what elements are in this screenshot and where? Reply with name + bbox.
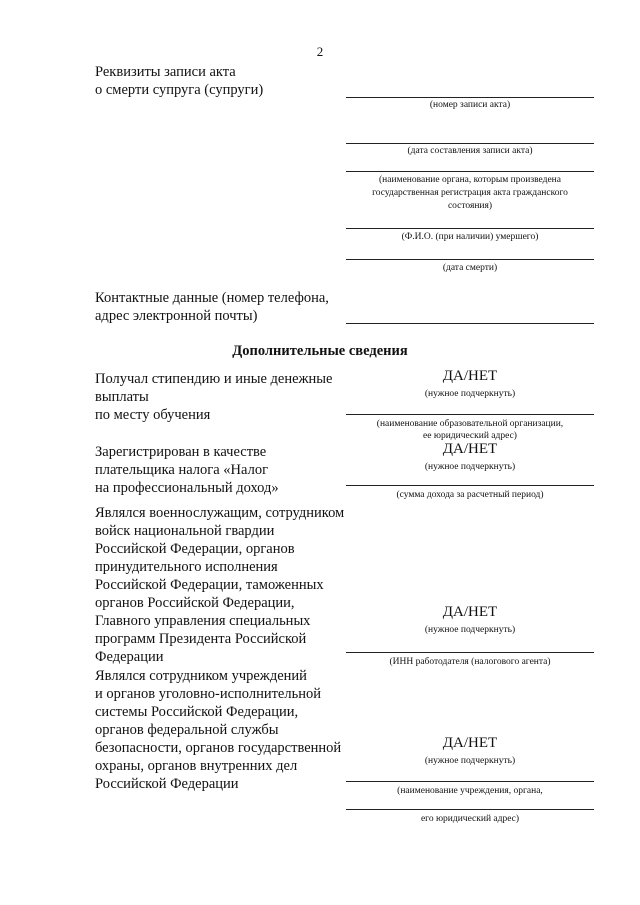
record-date-field[interactable]: [346, 143, 594, 144]
q1-label-3: по месту обучения: [95, 407, 211, 423]
q4-label-7: Российской Федерации: [95, 776, 239, 792]
death-date-caption: (дата смерти): [442, 263, 498, 273]
q3-caption: (ИНН работодателя (налогового агента): [389, 657, 551, 667]
authority-field[interactable]: [346, 171, 594, 172]
contacts-label-2: адрес электронной почты): [95, 308, 258, 324]
page-number: 2: [316, 44, 324, 59]
authority-caption-1: (наименование органа, которым произведена: [379, 175, 561, 185]
q4-field-2[interactable]: [346, 809, 594, 810]
q1-yes-no[interactable]: ДА/НЕТ: [442, 368, 498, 384]
q4-label-2: и органов уголовно-исполнительной: [95, 686, 321, 702]
q3-label-1: Являлся военнослужащим, сотрудником: [95, 505, 345, 521]
q1-hint: (нужное подчеркнуть): [424, 389, 516, 399]
authority-caption-2: государственная регистрация акта гражданского: [372, 188, 568, 198]
record-date-caption: (дата составления записи акта): [407, 146, 533, 156]
record-number-field[interactable]: [346, 97, 594, 98]
q4-caption-2: его юридический адрес): [420, 814, 520, 824]
q4-hint: (нужное подчеркнуть): [424, 756, 516, 766]
additional-info-heading: Дополнительные сведения: [232, 343, 408, 359]
q3-label-3: Российской Федерации, органов: [95, 541, 295, 557]
q3-label-5: Российской Федерации, таможенных: [95, 577, 324, 593]
q2-hint: (нужное подчеркнуть): [424, 462, 516, 472]
q3-label-7: Главного управления специальных: [95, 613, 311, 629]
q1-field[interactable]: [346, 414, 594, 415]
contacts-label-1: Контактные данные (номер телефона,: [95, 290, 329, 306]
q2-label-2: плательщика налога «Налог: [95, 462, 269, 478]
q3-label-2: войск национальной гвардии: [95, 523, 275, 539]
q1-label-1: Получал стипендию и иные денежные: [95, 371, 333, 387]
deceased-fio-field[interactable]: [346, 228, 594, 229]
q4-field-1[interactable]: [346, 781, 594, 782]
q4-label-5: безопасности, органов государственной: [95, 740, 342, 756]
contacts-field[interactable]: [346, 323, 594, 324]
q4-label-1: Являлся сотрудником учреждений: [95, 668, 307, 684]
q3-label-4: принудительного исполнения: [95, 559, 278, 575]
q3-field[interactable]: [346, 652, 594, 653]
q4-caption-1: (наименование учреждения, органа,: [397, 786, 543, 796]
q3-yes-no[interactable]: ДА/НЕТ: [442, 604, 498, 620]
authority-caption-3: состояния): [447, 201, 493, 211]
q2-field[interactable]: [346, 485, 594, 486]
q3-hint: (нужное подчеркнуть): [424, 625, 516, 635]
q1-caption-1: (наименование образовательной организации,: [376, 419, 564, 429]
q3-label-6: органов Российской Федерации,: [95, 595, 295, 611]
deceased-fio-caption: (Ф.И.О. (при наличии) умершего): [401, 232, 539, 242]
q4-label-4: органов федеральной службы: [95, 722, 279, 738]
q3-label-9: Федерации: [95, 649, 164, 665]
q2-yes-no[interactable]: ДА/НЕТ: [442, 441, 498, 457]
death-date-field[interactable]: [346, 259, 594, 260]
q1-caption-2: ее юридический адрес): [423, 431, 517, 441]
q4-label-6: охраны, органов внутренних дел: [95, 758, 298, 774]
record-number-caption: (номер записи акта): [429, 100, 511, 110]
spouse-record-label-1: Реквизиты записи акта: [95, 64, 236, 80]
q2-caption: (сумма дохода за расчетный период): [396, 490, 544, 500]
q4-label-3: системы Российской Федерации,: [95, 704, 299, 720]
spouse-record-label-2: о смерти супруга (супруги): [95, 82, 264, 98]
q2-label-1: Зарегистрирован в качестве: [95, 444, 267, 460]
q2-label-3: на профессиональный доход»: [95, 480, 279, 496]
q1-label-2: выплаты: [95, 389, 149, 405]
q4-yes-no[interactable]: ДА/НЕТ: [442, 735, 498, 751]
q3-label-8: программ Президента Российской: [95, 631, 307, 647]
